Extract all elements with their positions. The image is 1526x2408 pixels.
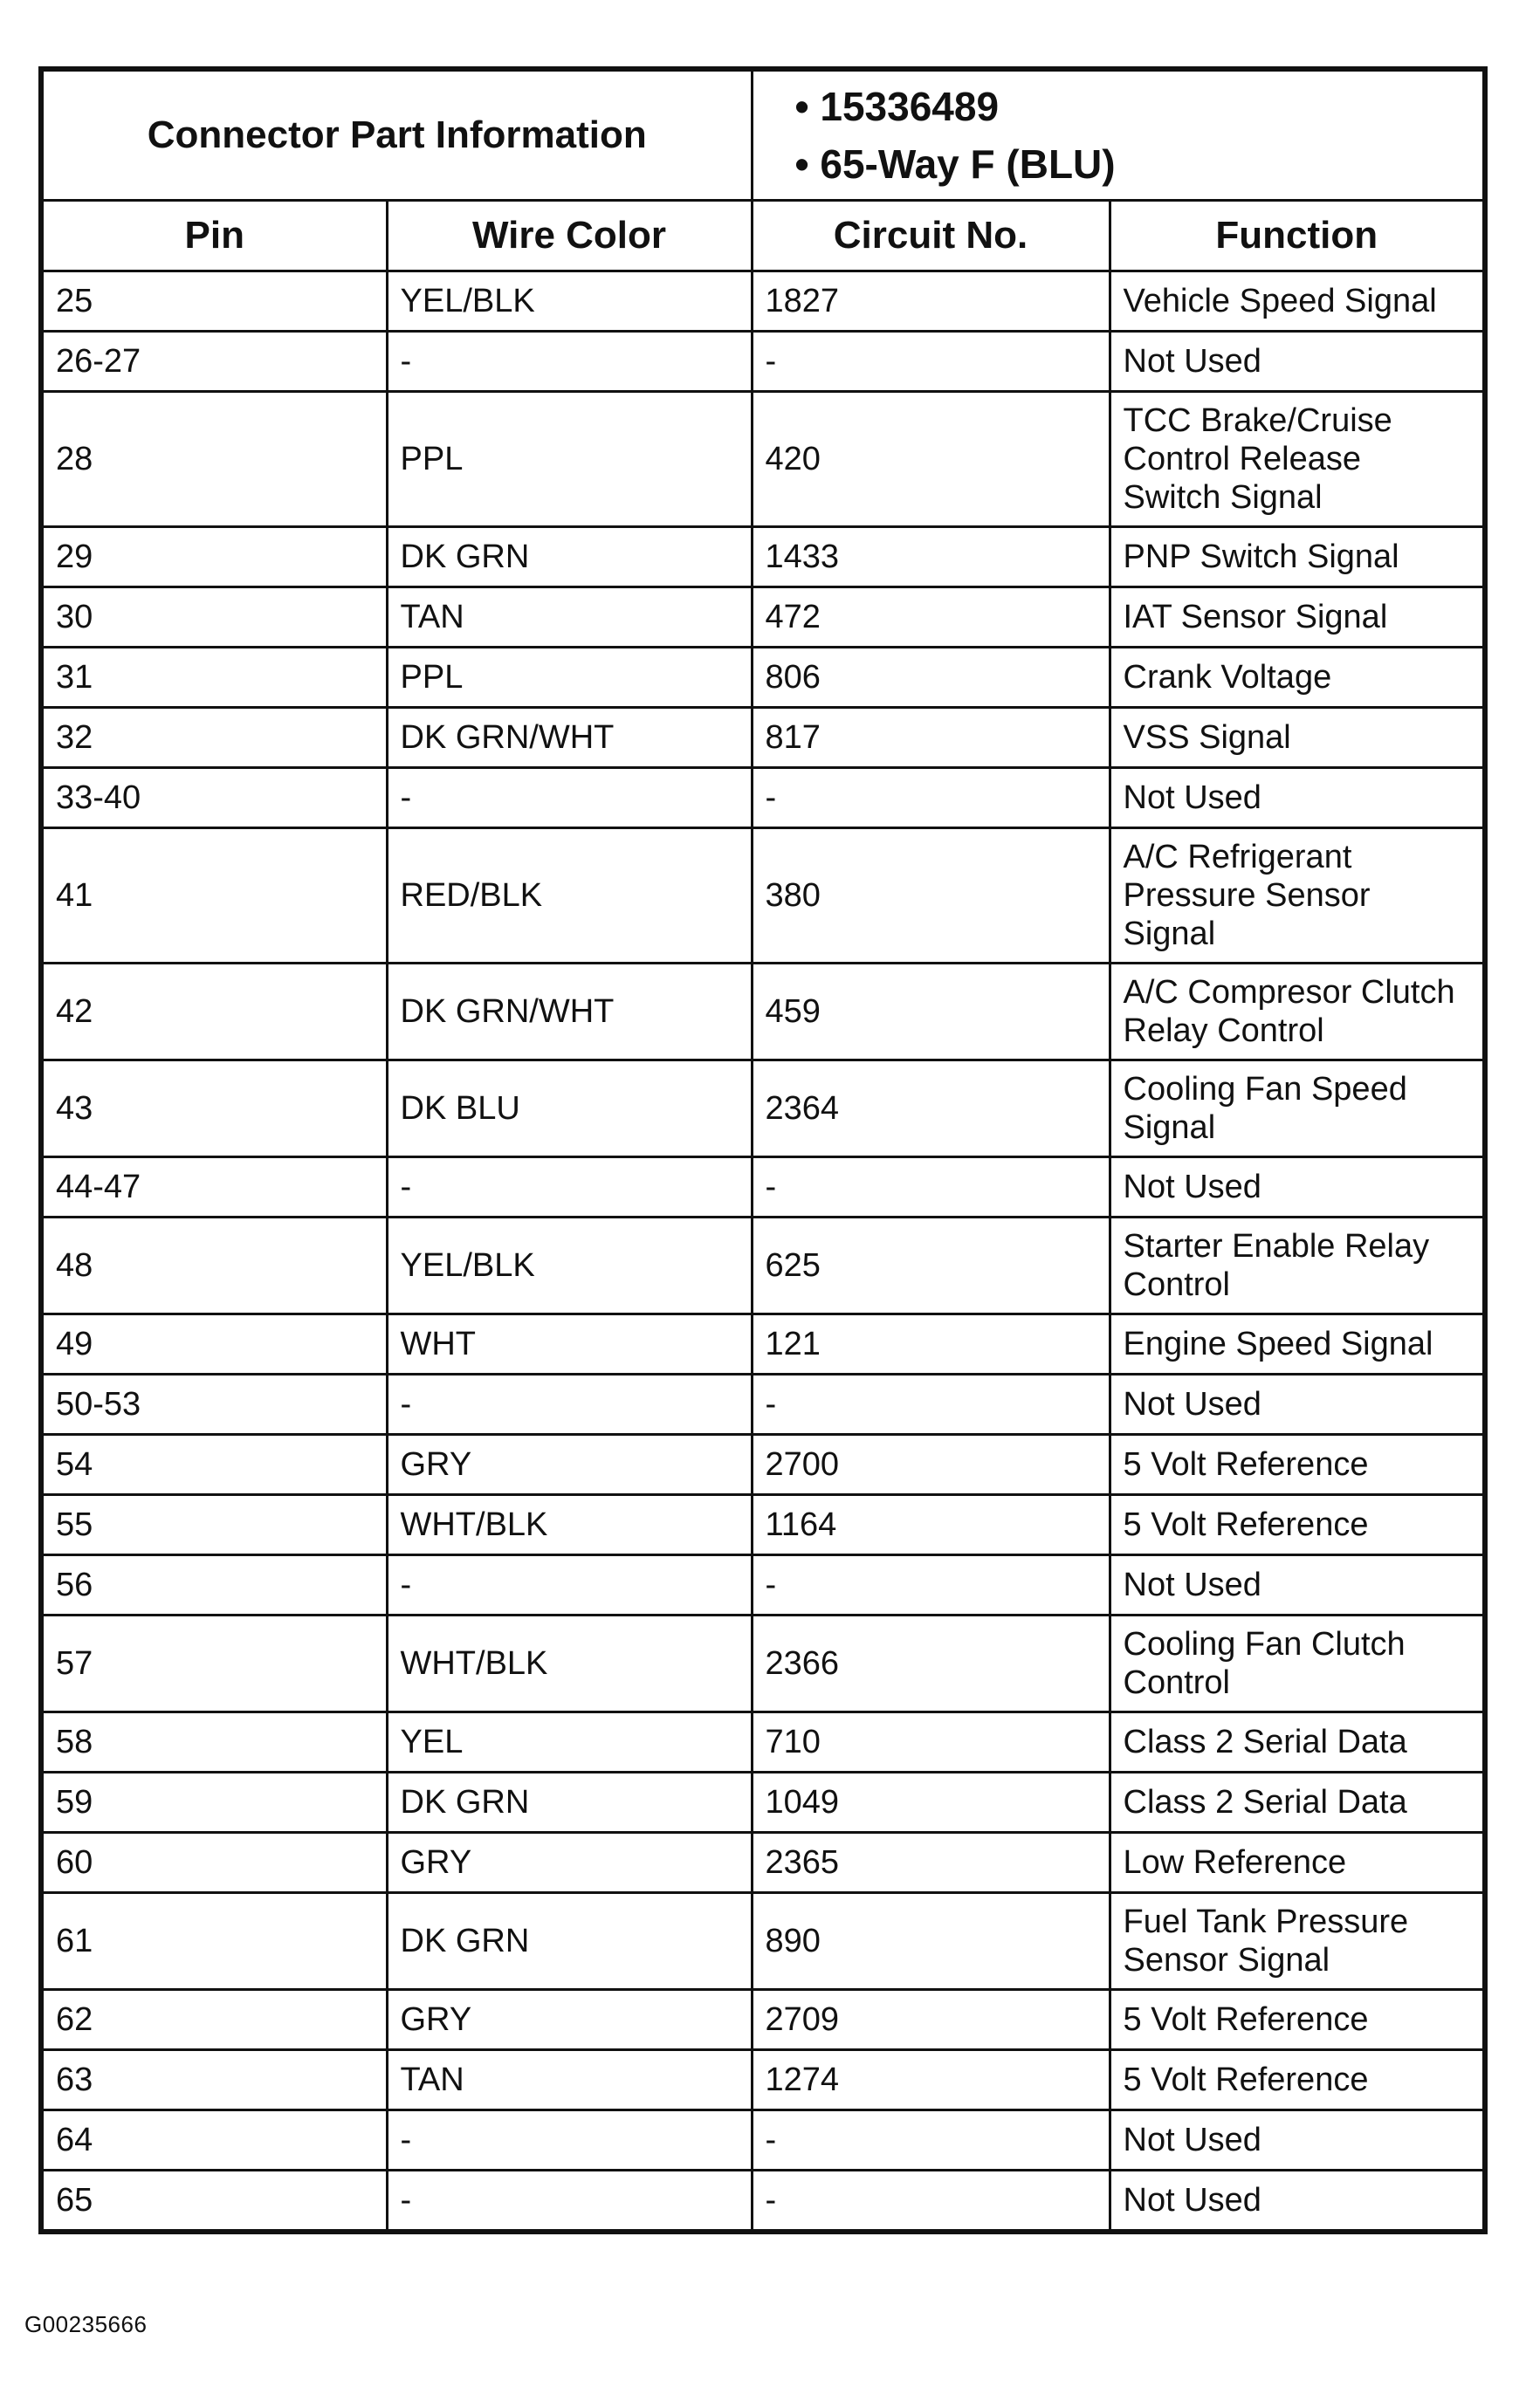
wire-color-cell: TAN (387, 587, 752, 648)
table-row (41, 1157, 1485, 1218)
pin-cell: 65 (41, 2171, 387, 2233)
function-line: TCC Brake/Cruise (1123, 402, 1392, 439)
function-line: 5 Volt Reference (1123, 2001, 1369, 2038)
function-line: Not Used (1123, 343, 1261, 380)
function-line: 5 Volt Reference (1123, 1506, 1369, 1543)
function-cell (1110, 1712, 1485, 1773)
function-line: Not Used (1123, 1386, 1261, 1423)
table-row (41, 2110, 1485, 2171)
function-line: Control (1123, 1266, 1230, 1303)
wire-color-cell: DK BLU (387, 1060, 752, 1157)
pin-table-body (41, 271, 1485, 2233)
wire-color-cell: - (387, 332, 752, 392)
table-row (41, 332, 1485, 392)
pin-cell: 28 (41, 392, 387, 527)
table-row (41, 1314, 1485, 1375)
circuit-no-cell: 2365 (752, 1833, 1110, 1893)
circuit-no-cell: 380 (752, 828, 1110, 964)
circuit-no-cell: 472 (752, 587, 1110, 648)
function-cell (1110, 2110, 1485, 2171)
function-line: Engine Speed Signal (1123, 1326, 1433, 1362)
function-cell (1110, 271, 1485, 332)
function-cell (1110, 1314, 1485, 1375)
table-row (41, 768, 1485, 828)
wire-color-cell: PPL (387, 392, 752, 527)
pin-cell: 57 (41, 1616, 387, 1712)
table-row (41, 271, 1485, 332)
pin-cell: 29 (41, 527, 387, 587)
wire-color-cell: - (387, 1157, 752, 1218)
pin-cell: 56 (41, 1555, 387, 1616)
circuit-no-cell: - (752, 1555, 1110, 1616)
table-row (41, 1555, 1485, 1616)
connector-info-row (41, 69, 1485, 201)
wire-color-cell: YEL/BLK (387, 1218, 752, 1314)
function-line: Control (1123, 1664, 1230, 1701)
table-row (41, 1773, 1485, 1833)
table-row (41, 708, 1485, 768)
pin-cell: 42 (41, 964, 387, 1060)
connector-table (38, 66, 1488, 2234)
table-row (41, 648, 1485, 708)
circuit-no-cell: 420 (752, 392, 1110, 527)
pin-cell: 59 (41, 1773, 387, 1833)
wire-color-cell: TAN (387, 2050, 752, 2110)
table-row (41, 1218, 1485, 1314)
function-line: A/C Refrigerant (1123, 839, 1352, 875)
wire-color-cell: DK GRN (387, 1893, 752, 1990)
circuit-no-cell: 710 (752, 1712, 1110, 1773)
function-line: Class 2 Serial Data (1123, 1724, 1407, 1760)
table-row (41, 828, 1485, 964)
function-line: Not Used (1123, 779, 1261, 816)
function-line: Not Used (1123, 1567, 1261, 1603)
circuit-no-cell: - (752, 1375, 1110, 1435)
pin-cell: 49 (41, 1314, 387, 1375)
connector-info-cell (752, 69, 1485, 201)
column-header-wire-color: Wire Color (387, 201, 752, 271)
function-cell (1110, 1060, 1485, 1157)
circuit-no-cell: 459 (752, 964, 1110, 1060)
table-row (41, 1833, 1485, 1893)
pin-cell: 32 (41, 708, 387, 768)
pin-cell: 44-47 (41, 1157, 387, 1218)
pin-cell: 50-53 (41, 1375, 387, 1435)
circuit-no-cell: 2366 (752, 1616, 1110, 1712)
function-line: Relay Control (1123, 1012, 1324, 1049)
column-header-function: Function (1110, 201, 1485, 271)
circuit-no-cell: 1164 (752, 1495, 1110, 1555)
function-cell (1110, 587, 1485, 648)
function-line: VSS Signal (1123, 719, 1291, 756)
circuit-no-cell: 890 (752, 1893, 1110, 1990)
connector-description: • 65-Way F (BLU) (795, 135, 1483, 193)
function-cell (1110, 332, 1485, 392)
table-row (41, 2171, 1485, 2233)
function-cell (1110, 392, 1485, 527)
table-row (41, 1616, 1485, 1712)
wire-color-cell: YEL/BLK (387, 271, 752, 332)
circuit-no-cell: - (752, 1157, 1110, 1218)
function-line: Cooling Fan Speed (1123, 1071, 1407, 1108)
pin-cell: 60 (41, 1833, 387, 1893)
function-line: Switch Signal (1123, 479, 1323, 516)
circuit-no-cell: - (752, 2171, 1110, 2233)
circuit-no-cell: - (752, 2110, 1110, 2171)
wire-color-cell: DK GRN (387, 1773, 752, 1833)
table-row (41, 2050, 1485, 2110)
pin-cell: 62 (41, 1990, 387, 2050)
wire-color-cell: DK GRN (387, 527, 752, 587)
function-line: Control Release (1123, 441, 1361, 477)
function-cell (1110, 648, 1485, 708)
wire-color-cell: PPL (387, 648, 752, 708)
table-row (41, 1435, 1485, 1495)
function-line: Crank Voltage (1123, 659, 1332, 696)
pin-cell: 26-27 (41, 332, 387, 392)
wire-color-cell: DK GRN/WHT (387, 964, 752, 1060)
pin-cell: 58 (41, 1712, 387, 1773)
column-header-row (41, 201, 1485, 271)
wire-color-cell: DK GRN/WHT (387, 708, 752, 768)
table-row (41, 392, 1485, 527)
wire-color-cell: WHT (387, 1314, 752, 1375)
circuit-no-cell: - (752, 332, 1110, 392)
wire-color-cell: WHT/BLK (387, 1495, 752, 1555)
circuit-no-cell: 1274 (752, 2050, 1110, 2110)
function-cell (1110, 828, 1485, 964)
pin-cell: 64 (41, 2110, 387, 2171)
function-cell (1110, 1616, 1485, 1712)
function-line: Signal (1123, 916, 1216, 952)
table-row (41, 1712, 1485, 1773)
table-row (41, 1990, 1485, 2050)
function-cell (1110, 964, 1485, 1060)
pin-cell: 55 (41, 1495, 387, 1555)
function-line: Pressure Sensor (1123, 877, 1371, 914)
function-cell (1110, 1435, 1485, 1495)
function-cell (1110, 1893, 1485, 1990)
function-line: Starter Enable Relay (1123, 1228, 1430, 1265)
wire-color-cell: RED/BLK (387, 828, 752, 964)
circuit-no-cell: 817 (752, 708, 1110, 768)
pin-cell: 33-40 (41, 768, 387, 828)
function-cell (1110, 768, 1485, 828)
function-line: Signal (1123, 1109, 1216, 1146)
function-cell (1110, 1555, 1485, 1616)
pin-cell: 63 (41, 2050, 387, 2110)
pin-cell: 54 (41, 1435, 387, 1495)
function-cell (1110, 1157, 1485, 1218)
function-cell (1110, 2050, 1485, 2110)
table-row (41, 1375, 1485, 1435)
pin-cell: 31 (41, 648, 387, 708)
circuit-no-cell: - (752, 768, 1110, 828)
function-line: Class 2 Serial Data (1123, 1784, 1407, 1821)
function-line: 5 Volt Reference (1123, 1446, 1369, 1483)
connector-part-number: • 15336489 (795, 78, 1483, 135)
pin-cell: 41 (41, 828, 387, 964)
wire-color-cell: - (387, 1555, 752, 1616)
function-cell (1110, 1773, 1485, 1833)
wire-color-cell: - (387, 2171, 752, 2233)
circuit-no-cell: 1049 (752, 1773, 1110, 1833)
circuit-no-cell: 2700 (752, 1435, 1110, 1495)
function-cell (1110, 1375, 1485, 1435)
wire-color-cell: WHT/BLK (387, 1616, 752, 1712)
function-line: Not Used (1123, 1169, 1261, 1205)
table-row (41, 1495, 1485, 1555)
wire-color-cell: GRY (387, 1833, 752, 1893)
function-cell (1110, 1990, 1485, 2050)
circuit-no-cell: 625 (752, 1218, 1110, 1314)
wire-color-cell: - (387, 1375, 752, 1435)
function-cell (1110, 1218, 1485, 1314)
circuit-no-cell: 2364 (752, 1060, 1110, 1157)
function-line: Low Reference (1123, 1844, 1347, 1881)
wire-color-cell: - (387, 768, 752, 828)
wire-color-cell: YEL (387, 1712, 752, 1773)
function-line: Fuel Tank Pressure (1123, 1904, 1409, 1940)
wire-color-cell: - (387, 2110, 752, 2171)
function-line: IAT Sensor Signal (1123, 599, 1388, 635)
pin-cell: 43 (41, 1060, 387, 1157)
table-row (41, 1060, 1485, 1157)
table-row (41, 587, 1485, 648)
function-line: A/C Compresor Clutch (1123, 974, 1455, 1011)
column-header-pin: Pin (41, 201, 387, 271)
circuit-no-cell: 2709 (752, 1990, 1110, 2050)
table-row (41, 1893, 1485, 1990)
wire-color-cell: GRY (387, 1990, 752, 2050)
function-cell (1110, 1495, 1485, 1555)
function-line: PNP Switch Signal (1123, 539, 1399, 575)
function-line: Not Used (1123, 2122, 1261, 2158)
function-line: 5 Volt Reference (1123, 2062, 1369, 2098)
function-line: Sensor Signal (1123, 1942, 1330, 1979)
column-header-circuit-no: Circuit No. (752, 201, 1110, 271)
function-cell (1110, 2171, 1485, 2233)
function-cell (1110, 527, 1485, 587)
circuit-no-cell: 1433 (752, 527, 1110, 587)
table-row (41, 964, 1485, 1060)
function-line: Vehicle Speed Signal (1123, 283, 1437, 319)
pin-cell: 61 (41, 1893, 387, 1990)
circuit-no-cell: 121 (752, 1314, 1110, 1375)
circuit-no-cell: 1827 (752, 271, 1110, 332)
function-line: Cooling Fan Clutch (1123, 1626, 1406, 1663)
function-line: Not Used (1123, 2182, 1261, 2219)
pin-cell: 30 (41, 587, 387, 648)
pin-cell: 48 (41, 1218, 387, 1314)
function-cell (1110, 708, 1485, 768)
wire-color-cell: GRY (387, 1435, 752, 1495)
connector-part-information-title: Connector Part Information (41, 69, 752, 201)
circuit-no-cell: 806 (752, 648, 1110, 708)
table-row (41, 527, 1485, 587)
function-cell (1110, 1833, 1485, 1893)
figure-id: G00235666 (24, 2311, 148, 2337)
pin-cell: 25 (41, 271, 387, 332)
